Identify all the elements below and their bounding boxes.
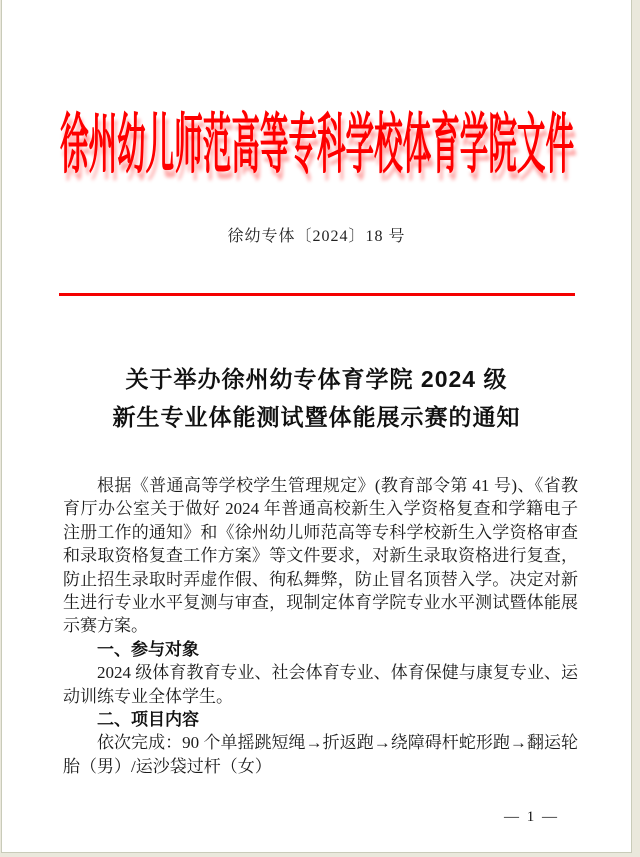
notice-title-line2: 新生专业体能测试暨体能展示赛的通知 bbox=[112, 404, 521, 430]
intro-paragraph: 根据《普通高等学校学生管理规定》(教育部令第 41 号)、《省教育厅办公室关于做好 2024 年普通高校新生入学资格复查和学籍电子注册工作的通知》和《徐州幼儿师范高等专科学校新生入学资格审查和录取资格复查工作方案》等文件要求，对新生录取资格进行复查，防止招生录取时弄虚作假、徇私舞弊，防止冒名顶替入学。决定对新生进行专业水平复测与审查，现制定体育学院专业水平测试暨体能展示赛方案。 bbox=[63, 476, 578, 636]
notice-title-line1: 关于举办徐州幼专体育学院 2024 级 bbox=[125, 366, 508, 392]
red-header-banner bbox=[2, 88, 631, 188]
document-number: 徐幼专体〔2024〕18 号 bbox=[227, 228, 406, 245]
red-divider-rule bbox=[59, 293, 575, 296]
section-1-heading: 一、参与对象 bbox=[97, 639, 199, 659]
document-body bbox=[63, 474, 578, 778]
document-page bbox=[1, 0, 632, 853]
notice-title bbox=[2, 360, 631, 436]
page-number: — 1 — bbox=[504, 809, 559, 825]
institution-banner-title: 徐州幼儿师范高等专科学校体育学院文件 bbox=[59, 110, 574, 182]
section-1-paragraph: 2024 级体育教育专业、社会体育专业、体育保健与康复专业、运动训练专业全体学生。 bbox=[63, 663, 578, 706]
section-2-paragraph: 依次完成：90 个单摇跳短绳→折返跑→绕障碍杆蛇形跑→翻运轮胎（男）/运沙袋过杆（女） bbox=[63, 733, 578, 776]
section-2-heading: 二、项目内容 bbox=[97, 710, 199, 730]
